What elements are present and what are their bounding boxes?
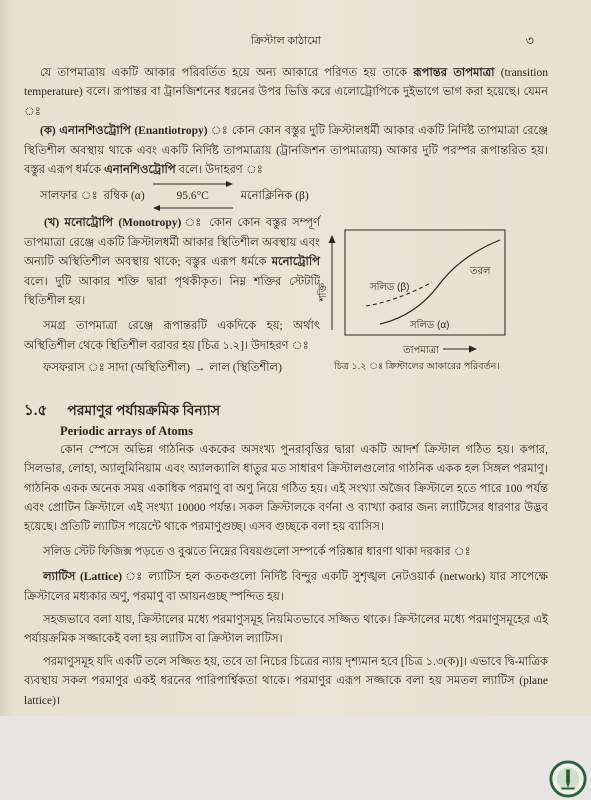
monotropy-block [24, 214, 548, 378]
key-term: মনোট্রোপি [271, 256, 320, 269]
phosphorus-example [24, 359, 320, 378]
paragraph-text: ঃ কোন কোন বস্তুর সম্পূর্ণ তাপমাত্রা রেঞ্জে একটি ক্রিস্টালধর্মী আকার স্থিতিশীল অবস্থায় এবং অন্যটি অস্থিতিশীল অবস্থায় থাকে; বস্তুর এরূপ ধর্মকে [24, 217, 320, 269]
x-axis-label: তাপমাত্রা [403, 345, 439, 357]
section-heading [24, 401, 548, 422]
figure-caption: চিত্র ১.২ ঃ ক্রিস্টালের আকারের পরিবর্তন। [334, 361, 500, 373]
paragraph-text: (transition temperature) বলে। রূপান্তর বা ট্রানজিশনের ধরনের উপর ভিত্তি করে এলোট্রোপিকে দুইভাগে ভাগ করা হয়েছে। যেমন ঃ [24, 67, 548, 118]
example-to: লাল (স্থিতিশীল) [209, 362, 282, 375]
equilibrium-arrows [151, 180, 235, 212]
logo-badge [549, 760, 587, 798]
prerequisite-paragraph: সলিড স্টেট ফিজিক্স পড়তে ও বুঝতে নিম্নের বিষয়গুলো সম্পর্কে পরিষ্কার ধারণা থাকা দরকার ঃ [43, 545, 471, 558]
paragraph-text: ঃ ল্যাটিস হল কতকগুলো নির্দিষ্ট বিন্দুর একটি সুশৃঙ্খল নেটওয়ার্ক (network) যার সাপেক্ষে ক্রিস্টালের মধ্যকার অণু, পরমাণু বা আয়নগুচ্ছ স্পন্দিত হয়। [24, 571, 548, 603]
solid-beta-label: সলিড (β) [370, 282, 410, 294]
key-term: এনানশিওট্রোপি [104, 164, 176, 177]
enantiotropy-paragraph [24, 122, 548, 180]
monotropy-paragraph [24, 214, 320, 311]
page-content [24, 30, 548, 716]
example-from: সাদা (অস্থিতিশীল) [107, 362, 190, 375]
paragraph-text: যে তাপমাত্রায় একটি আকার পরিবর্তিত হয়ে অন্য আকারে পরিণত হয় তাকে [40, 67, 414, 79]
example-label: ফসফরাস ঃ [43, 362, 105, 375]
section-title: পরমাণুর পর্যায়ক্রমিক বিন্যাস [67, 403, 221, 419]
lattice-simple-paragraph: সহজভাবে বলা যায়, ক্রিস্টালের মধ্যে পরমাণুসমূহ নিয়মিতভাবে সজ্জিত থাকে। ক্রিস্টালের মধ্যে পরমাণুসমূহের এই পর্যায়ক্রমিক সজ্জাকেই বলা হয় ল্যাটিস বা ক্রিস্টাল ল্যাটিস। [24, 613, 548, 646]
lattice-definition-paragraph [24, 568, 548, 607]
right-arrow-icon [151, 180, 235, 188]
energy-temperature-diagram [320, 226, 548, 360]
liquid-label: তরল [470, 266, 491, 278]
sulfur-example [24, 178, 548, 214]
paragraph-text: বলে। দুটি আকার শক্তি দ্বারা পৃথকীকৃত। নিম্ন শক্তির স্টেটটি স্থিতিশীল হয়। [24, 275, 320, 308]
example-to: মনোক্লিনিক (β) [240, 189, 309, 202]
solid-alpha-label: সলিড (α) [410, 320, 450, 332]
transition-temperature-paragraph [24, 64, 548, 122]
paragraph-text: ঃ কোন কোন বস্তুর দুটি ক্রিস্টালধর্মী আকার একটি নির্দিষ্ট তাপমাত্রা রেঞ্জে স্থিতিশীল অবস্থায় থাকে এবং একটি নির্দিষ্ট তাপমাত্রায় (ট্রানজিশন তাপমাত্রায়) আকার দুটি পরস্পর রূপান্তরিত হয়। বস্তুর এরূপ ধর্মকে [24, 125, 548, 177]
plane-lattice-paragraph: পরমাণুসমূহ যদি একটি তলে সজ্জিত হয়, তবে তা নিচের চিত্রের ন্যায় দৃশ্যমান হবে [চিত্র ১.৩(ক)]। এভাবে দ্বি-মাত্রিক ব্যবস্থায় সকল পরমাণুর একই ধরনের পারিপার্শ্বিকতা থাকে। পরমাণুর এরূপ সজ্জাকে বলা হয় সমতল ল্যাটিস (plane lattice)। [24, 655, 548, 707]
right-arrow-icon: → [193, 362, 206, 375]
liquid-curve [438, 240, 500, 286]
figure-1-2 [320, 214, 548, 378]
key-term: রূপান্তর তাপমাত্রা [413, 67, 495, 79]
lattice-term: ল্যাটিস (Lattice) [43, 571, 123, 584]
example-from: রম্বিক (α) [103, 189, 145, 202]
paragraph-text: বলে। উদাহরণ ঃ [175, 164, 263, 177]
monotropy-term: (খ) মনোট্রোপি (Monotropy) [44, 217, 182, 230]
running-header [24, 30, 548, 52]
x-axis-arrow [443, 346, 477, 353]
y-axis-arrow [329, 235, 336, 330]
running-title: ক্রিস্টাল কাঠামো [250, 35, 322, 47]
crystal-intro-paragraph: কোন স্পেসে অভিন্ন গাঠনিক এককের অসংখ্য পুনরাবৃত্তির দ্বারা একটি আদর্শ ক্রিস্টাল গঠিত হয়। কপার, সিলভার, লোহা, অ্যালুমিনিয়াম এবং অ্যালক্যালি ধাতুর মত সাধারণ ক্রিস্টালগুলোর গাঠনিক একক হল সিঙ্গল পরমাণু। গাঠনিক একক অনেক সময় একাধিক পরমাণু বা অণু নিয়ে গঠিত হয়। এই সংখ্যা অজৈব ক্রিস্টালে হতে পারে 100 পর্যন্ত এবং প্রোটিন ক্রিস্টালে এই সংখ্যা 10000 পর্যন্ত। সকল ক্রিস্টালকে বর্ণনা ও ব্যাখ্যা করার জন্য ল্যাটিসের ধারণার উদ্ভব হয়েছে। প্রতিটি ল্যাটিস পয়েন্টে থাকে পরমাণুগুচ্ছ। এসব গুচ্ছকে বলা হয় ব্যাসিস। [24, 443, 548, 534]
page-number: ৩ [525, 33, 534, 48]
section-subtitle: Periodic arrays of Atoms [60, 423, 193, 438]
y-axis-label: শক্তি [318, 283, 329, 302]
transition-condition: 95.6°C [176, 190, 209, 203]
left-arrow-icon [151, 204, 235, 212]
one-way-transition-paragraph: সমগ্র তাপমাত্রা রেঞ্জে রূপান্তরটি একদিকে হয়; অর্থাৎ অস্থিতিশীল থেকে স্থিতিশীল বরাবর হয় [চিত্র ১.২]। উদাহরণ ঃ [24, 320, 320, 352]
example-label: সালফার ঃ [40, 189, 98, 202]
section-number: ১.৫ [24, 402, 48, 419]
monotropy-text-column [24, 214, 320, 378]
enantiotropy-term: (ক) এনানশিওট্রোপি (Enantiotropy) [40, 125, 208, 138]
